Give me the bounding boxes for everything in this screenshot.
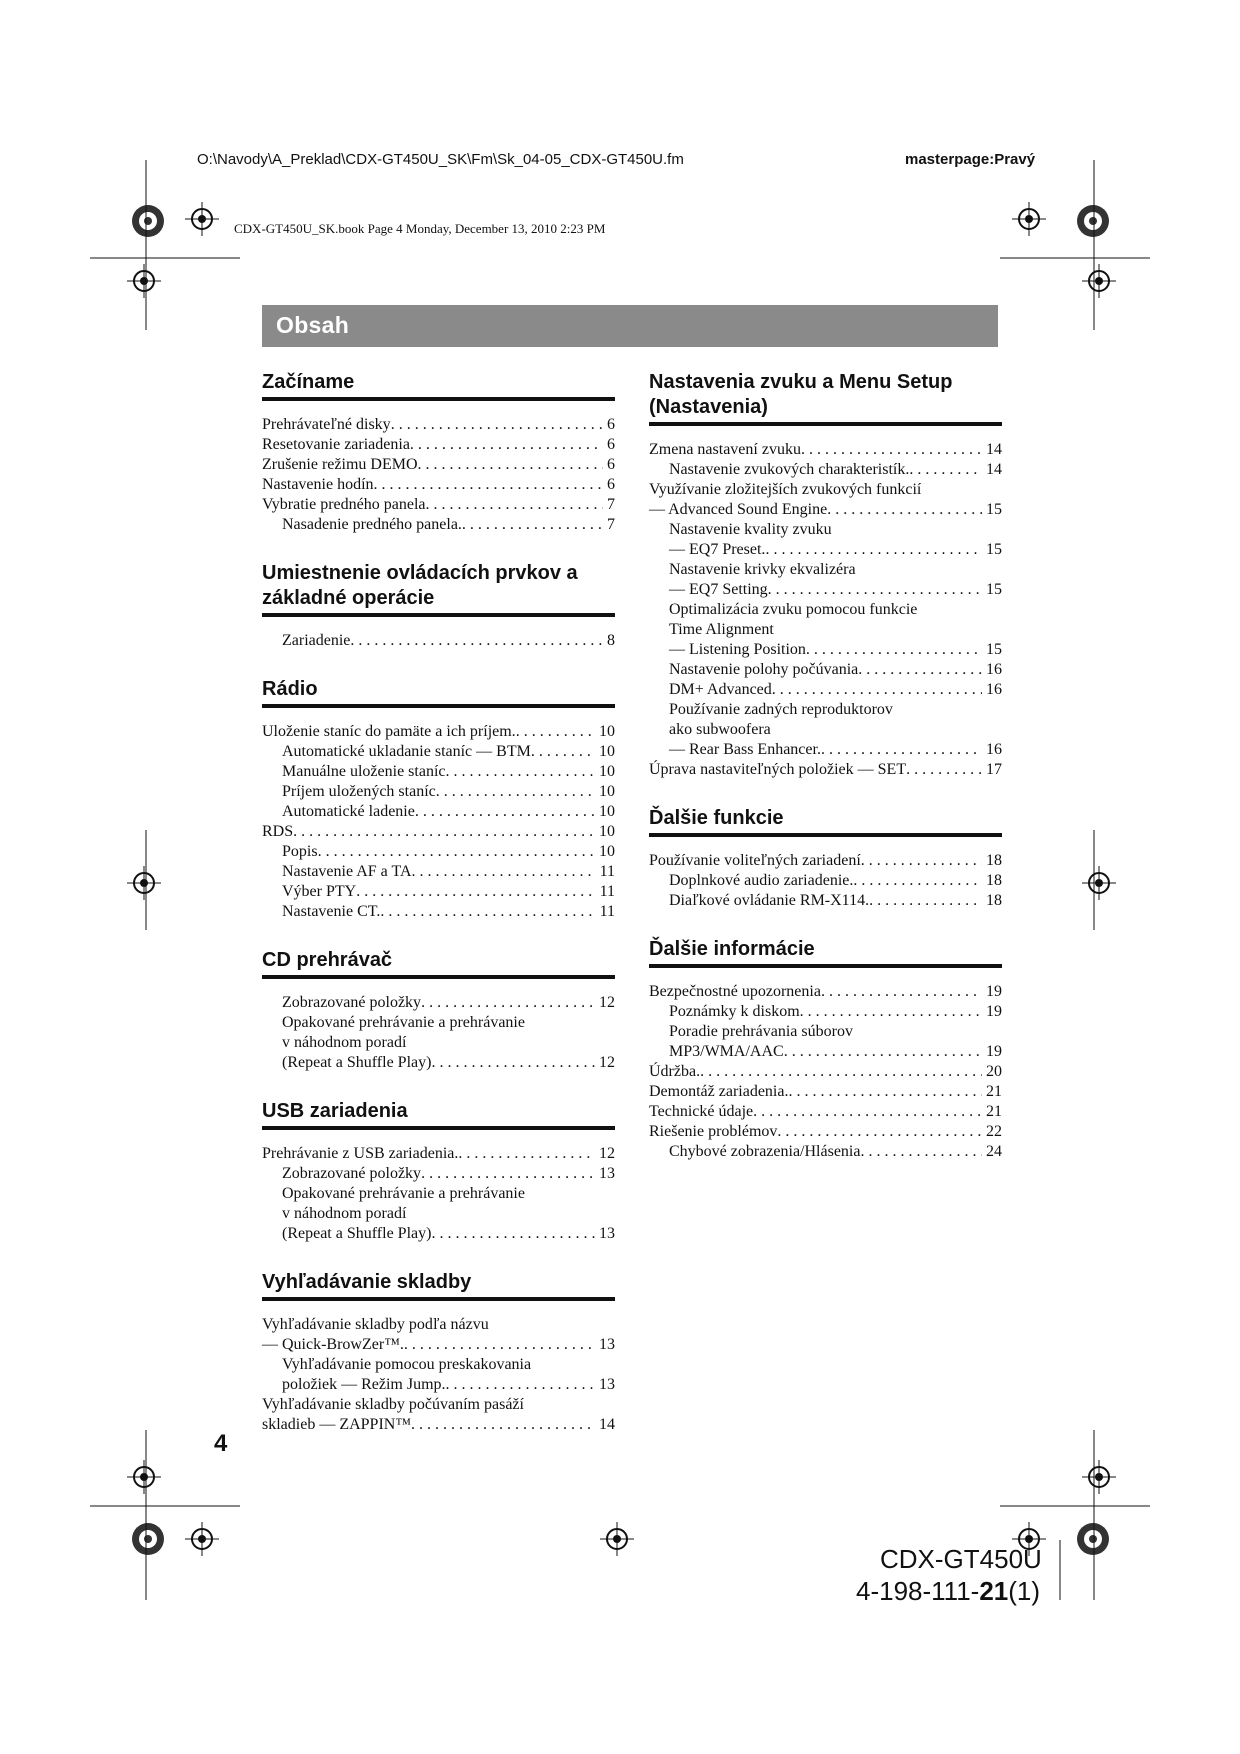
toc-entry-page: 15 xyxy=(986,581,1002,598)
toc-entry-label: Nasadenie predného panela. xyxy=(282,516,462,533)
toc-entry[interactable] xyxy=(649,1082,1002,1102)
toc-entry-label: Popis xyxy=(282,843,318,860)
toc-entry-label: Prehrávateľné disky xyxy=(262,416,391,433)
dot-leader xyxy=(410,435,603,455)
dot-leader xyxy=(806,640,982,660)
toc-entry-page: 10 xyxy=(599,783,615,800)
toc-entry-text: Opakované prehrávanie a prehrávanie xyxy=(282,1014,525,1031)
dot-leader xyxy=(788,1082,982,1102)
toc-entry-label: — Rear Bass Enhancer. xyxy=(669,741,821,758)
toc-entry-label: Zobrazované položky xyxy=(282,994,422,1011)
toc-entry-page: 19 xyxy=(986,983,1002,1000)
section-heading: Rádio xyxy=(262,677,615,708)
section-heading: Nastavenia zvuku a Menu Setup (Nastavenia) xyxy=(649,370,1002,426)
toc-entry-label: Výber PTY xyxy=(282,883,357,900)
toc-column-right xyxy=(649,370,1002,1188)
dot-leader xyxy=(800,1002,982,1022)
toc-entry-label: Diaľkové ovládanie RM-X114. xyxy=(669,892,870,909)
toc-entry-label: — Quick-BrowZer™. xyxy=(262,1336,404,1353)
dot-leader xyxy=(431,1224,595,1244)
toc-entry-page: 15 xyxy=(986,641,1002,658)
toc-entry-label: Úprava nastaviteľných položiek — SET xyxy=(649,761,907,778)
dot-leader xyxy=(421,1164,595,1184)
toc-entry-label: Zrušenie režimu DEMO xyxy=(262,456,418,473)
toc-entry[interactable] xyxy=(649,580,1002,600)
toc-section xyxy=(262,561,615,651)
toc-entry[interactable] xyxy=(649,740,1002,760)
toc-entry-text: v náhodnom poradí xyxy=(282,1205,407,1222)
dot-leader xyxy=(531,742,595,762)
toc-entry[interactable] xyxy=(262,1053,615,1073)
toc-entry-label: Nastavenie CT. xyxy=(282,903,381,920)
toc-entry-label: Zmena nastavení zvuku xyxy=(649,441,801,458)
dot-leader xyxy=(869,891,982,911)
toc-entry-page: 10 xyxy=(599,823,615,840)
toc-section xyxy=(262,677,615,922)
header-master-page: masterpage:Pravý xyxy=(905,151,1036,168)
toc-entry-label: Zariadenie xyxy=(282,632,351,649)
toc-entry-label: Bezpečnostné upozornenia xyxy=(649,983,821,1000)
dot-leader xyxy=(861,851,982,871)
dot-leader xyxy=(318,842,595,862)
toc-entry-page: 16 xyxy=(986,681,1002,698)
dot-leader xyxy=(425,495,603,515)
toc-entry-label: Prehrávanie z USB zariadenia. xyxy=(262,1145,459,1162)
toc-entry-label: DM+ Advanced xyxy=(669,681,772,698)
toc-entry[interactable] xyxy=(649,1002,1002,1022)
toc-entry-page: 22 xyxy=(986,1123,1002,1140)
toc-entry-page: 6 xyxy=(607,456,615,473)
part-number xyxy=(856,1576,1040,1607)
toc-entry-page: 24 xyxy=(986,1143,1002,1160)
toc-entry-label: Automatické ladenie xyxy=(282,803,415,820)
toc-entry[interactable] xyxy=(262,782,615,802)
toc-column-left xyxy=(262,370,615,1461)
part-number-prefix: 4-198-111- xyxy=(856,1576,980,1606)
toc-entry-page: 14 xyxy=(986,441,1002,458)
toc-entry[interactable] xyxy=(262,1144,615,1164)
toc-entry[interactable] xyxy=(262,993,615,1013)
book-info-line: CDX-GT450U_SK.book Page 4 Monday, December 13, 2010 2:23 PM xyxy=(234,221,606,236)
dot-leader xyxy=(391,415,603,435)
toc-section xyxy=(262,370,615,535)
toc-entry-label: Nastavenie polohy počúvania xyxy=(669,661,859,678)
toc-entry-page: 6 xyxy=(607,476,615,493)
header-file-path: O:\Navody\A_Preklad\CDX-GT450U_SK\Fm\Sk_04-05_CDX-GT450U.fm xyxy=(197,151,684,168)
toc-section xyxy=(262,1270,615,1435)
toc-entry-page: 13 xyxy=(599,1225,615,1242)
part-number-bold: 21 xyxy=(979,1576,1009,1606)
toc-entry[interactable] xyxy=(649,680,1002,700)
toc-entry[interactable] xyxy=(262,1415,615,1435)
toc-entry-text: ako subwoofera xyxy=(669,721,771,738)
toc-entry[interactable] xyxy=(262,722,615,742)
toc-entry-label: RDS xyxy=(262,823,294,840)
toc-entry-label: Údržba. xyxy=(649,1063,701,1080)
toc-entry-text: Vyhľadávanie skladby počúvaním pasáží xyxy=(262,1396,524,1413)
toc-entry[interactable] xyxy=(262,1375,615,1395)
toc-entry[interactable] xyxy=(262,802,615,822)
toc-entry[interactable] xyxy=(649,1062,1002,1082)
dot-leader xyxy=(404,1335,595,1355)
part-number-suffix: (1) xyxy=(1008,1576,1041,1606)
toc-entry-label: Poznámky k diskom xyxy=(669,1003,800,1020)
toc-entry[interactable] xyxy=(262,762,615,782)
toc-entry-page: 14 xyxy=(986,461,1002,478)
toc-entry-label: Nastavenie zvukových charakteristík. xyxy=(669,461,910,478)
toc-entry[interactable] xyxy=(262,495,615,515)
dot-leader xyxy=(431,1053,595,1073)
dot-leader xyxy=(777,1122,982,1142)
title-bar xyxy=(262,305,998,347)
toc-entry[interactable] xyxy=(649,1102,1002,1122)
toc-entry-label: Vybratie predného panela xyxy=(262,496,426,513)
toc-entry-page: 7 xyxy=(607,516,615,533)
section-heading: Vyhľadávanie skladby xyxy=(262,1270,615,1301)
toc-entry-page: 13 xyxy=(599,1165,615,1182)
dot-leader xyxy=(415,802,595,822)
section-heading: Umiestnenie ovládacích prvkov a základné operácie xyxy=(262,561,615,617)
toc-section xyxy=(262,948,615,1073)
dot-leader xyxy=(765,540,982,560)
toc-entry-text: Vyhľadávanie skladby podľa názvu xyxy=(262,1316,489,1333)
dot-leader xyxy=(458,1144,595,1164)
toc-entry-page: 6 xyxy=(607,436,615,453)
toc-entry-label: Nastavenie hodín xyxy=(262,476,374,493)
section-heading: Začíname xyxy=(262,370,615,401)
toc-entry[interactable] xyxy=(262,822,615,842)
toc-entry-page: 17 xyxy=(986,761,1002,778)
toc-entry-page: 18 xyxy=(986,892,1002,909)
toc-entry-label: — EQ7 Setting xyxy=(669,581,768,598)
toc-entry-page: 18 xyxy=(986,872,1002,889)
toc-entry[interactable] xyxy=(262,515,615,535)
toc-entry-label: (Repeat a Shuffle Play) xyxy=(282,1225,432,1242)
dot-leader xyxy=(827,500,982,520)
dot-leader xyxy=(412,862,596,882)
dot-leader xyxy=(858,660,982,680)
dot-leader xyxy=(700,1062,982,1082)
toc-entry-label: (Repeat a Shuffle Play) xyxy=(282,1054,432,1071)
toc-entry[interactable] xyxy=(262,631,615,651)
toc-entry-text: Time Alignment xyxy=(669,621,774,638)
toc-entry-page: 11 xyxy=(599,883,615,900)
toc-entry[interactable] xyxy=(649,440,1002,460)
toc-entry-page: 12 xyxy=(599,1145,615,1162)
toc-entry-page: 15 xyxy=(986,541,1002,558)
toc-entry-text: Optimalizácia zvuku pomocou funkcie xyxy=(669,601,918,618)
toc-entry-label: Manuálne uloženie staníc xyxy=(282,763,446,780)
toc-entry-label: skladieb — ZAPPIN™ xyxy=(262,1416,412,1433)
toc-entry-text: Používanie zadných reproduktorov xyxy=(669,701,893,718)
toc-entry-label: — Advanced Sound Engine xyxy=(649,501,828,518)
toc-entry[interactable] xyxy=(262,435,615,455)
toc-section xyxy=(649,370,1002,780)
toc-entry-page: 10 xyxy=(599,803,615,820)
toc-entry[interactable] xyxy=(649,871,1002,891)
toc-section xyxy=(649,806,1002,911)
toc-entry[interactable] xyxy=(649,760,1002,780)
dot-leader xyxy=(436,782,595,802)
toc-entry-label: Doplnkové audio zariadenie. xyxy=(669,872,854,889)
toc-entry-page: 14 xyxy=(599,1416,615,1433)
toc-entry[interactable] xyxy=(262,1335,615,1355)
toc-entry[interactable] xyxy=(649,1142,1002,1162)
toc-entry-label: Demontáž zariadenia. xyxy=(649,1083,789,1100)
toc-entry[interactable] xyxy=(649,640,1002,660)
dot-leader xyxy=(356,882,595,902)
toc-entry-page: 19 xyxy=(986,1003,1002,1020)
toc-entry-label: MP3/WMA/AAC xyxy=(669,1043,784,1060)
toc-entry-label: Chybové zobrazenia/Hlásenia xyxy=(669,1143,861,1160)
toc-entry[interactable] xyxy=(262,862,615,882)
dot-leader xyxy=(350,631,603,651)
dot-leader xyxy=(801,440,982,460)
page-number: 4 xyxy=(214,1430,228,1457)
toc-section xyxy=(649,937,1002,1162)
toc-entry[interactable] xyxy=(262,902,615,922)
dot-leader xyxy=(768,580,982,600)
toc-entry-page: 12 xyxy=(599,994,615,1011)
toc-entry-page: 7 xyxy=(607,496,615,513)
toc-entry-page: 13 xyxy=(599,1376,615,1393)
toc-entry[interactable] xyxy=(649,851,1002,871)
toc-entry[interactable] xyxy=(649,540,1002,560)
dot-leader xyxy=(772,680,982,700)
toc-entry-text: Nastavenie krivky ekvalizéra xyxy=(669,561,856,578)
toc-entry-page: 15 xyxy=(986,501,1002,518)
dot-leader xyxy=(418,455,603,475)
toc-entry-label: Používanie voliteľných zariadení xyxy=(649,852,861,869)
section-heading: Ďalšie informácie xyxy=(649,937,1002,968)
toc-entry-page: 21 xyxy=(986,1103,1002,1120)
toc-entry-text: v náhodnom poradí xyxy=(282,1034,407,1051)
toc-entry[interactable] xyxy=(262,475,615,495)
toc-entry-page: 11 xyxy=(599,903,615,920)
section-heading: CD prehrávač xyxy=(262,948,615,979)
dot-leader xyxy=(462,515,603,535)
toc-entry[interactable] xyxy=(649,500,1002,520)
toc-entry-label: položiek — Režim Jump. xyxy=(282,1376,446,1393)
model-name: CDX-GT450U xyxy=(880,1544,1042,1574)
dot-leader xyxy=(374,475,603,495)
toc-entry[interactable] xyxy=(262,1224,615,1244)
toc-entry[interactable] xyxy=(649,1122,1002,1142)
dot-leader xyxy=(784,1042,982,1062)
toc-entry-page: 10 xyxy=(599,743,615,760)
toc-entry-page: 8 xyxy=(607,632,615,649)
dot-leader xyxy=(821,982,982,1002)
page-title: Obsah xyxy=(276,312,350,338)
toc-entry-page: 20 xyxy=(986,1063,1002,1080)
dot-leader xyxy=(446,1375,595,1395)
toc-entry-label: Resetovanie zariadenia xyxy=(262,436,410,453)
toc-entry[interactable] xyxy=(649,982,1002,1002)
toc-entry[interactable] xyxy=(262,455,615,475)
toc-entry-label: — EQ7 Preset. xyxy=(669,541,766,558)
toc-entry-label: Riešenie problémov xyxy=(649,1123,778,1140)
toc-section xyxy=(262,1099,615,1244)
toc-entry[interactable] xyxy=(262,742,615,762)
toc-entry-page: 21 xyxy=(986,1083,1002,1100)
toc-entry-page: 10 xyxy=(599,723,615,740)
toc-entry[interactable] xyxy=(262,882,615,902)
dot-leader xyxy=(516,722,595,742)
toc-entry[interactable] xyxy=(262,1164,615,1184)
toc-entry-page: 6 xyxy=(607,416,615,433)
dot-leader xyxy=(909,460,982,480)
dot-leader xyxy=(906,760,982,780)
dot-leader xyxy=(446,762,596,782)
toc-entry[interactable] xyxy=(649,460,1002,480)
toc-entry-text: Opakované prehrávanie a prehrávanie xyxy=(282,1185,525,1202)
dot-leader xyxy=(380,902,595,922)
toc-entry-page: 13 xyxy=(599,1336,615,1353)
dot-leader xyxy=(753,1102,982,1122)
toc-entry-text: Poradie prehrávania súborov xyxy=(669,1023,853,1040)
toc-entry-text: Nastavenie kvality zvuku xyxy=(669,521,832,538)
section-heading: USB zariadenia xyxy=(262,1099,615,1130)
toc-entry-page: 12 xyxy=(599,1054,615,1071)
toc-entry-text: Využívanie zložitejších zvukových funkcií xyxy=(649,481,922,498)
dot-leader xyxy=(421,993,595,1013)
toc-entry-page: 19 xyxy=(986,1043,1002,1060)
toc-entry[interactable] xyxy=(262,415,615,435)
toc-entry-label: Nastavenie AF a TA xyxy=(282,863,412,880)
toc-entry-page: 16 xyxy=(986,741,1002,758)
dot-leader xyxy=(860,1142,982,1162)
toc-entry-label: Automatické ukladanie staníc — BTM xyxy=(282,743,531,760)
toc-entry[interactable] xyxy=(649,1042,1002,1062)
toc-entry[interactable] xyxy=(262,842,615,862)
dot-leader xyxy=(293,822,595,842)
toc-entry-label: — Listening Position xyxy=(669,641,806,658)
toc-entry-page: 11 xyxy=(599,863,615,880)
toc-entry-page: 18 xyxy=(986,852,1002,869)
toc-entry-text: Vyhľadávanie pomocou preskakovania xyxy=(282,1356,532,1373)
toc-entry-page: 16 xyxy=(986,661,1002,678)
toc-entry-label: Technické údaje xyxy=(649,1103,754,1120)
toc-entry-page: 10 xyxy=(599,763,615,780)
toc-entry[interactable] xyxy=(649,891,1002,911)
dot-leader xyxy=(821,740,982,760)
dot-leader xyxy=(411,1415,595,1435)
section-heading: Ďalšie funkcie xyxy=(649,806,1002,837)
dot-leader xyxy=(853,871,982,891)
toc-entry[interactable] xyxy=(649,660,1002,680)
toc-entry-label: Príjem uložených staníc xyxy=(282,783,436,800)
toc-entry-label: Uloženie staníc do pamäte a ich príjem. xyxy=(262,723,516,740)
toc-entry-page: 10 xyxy=(599,843,615,860)
toc-entry-label: Zobrazované položky xyxy=(282,1165,422,1182)
